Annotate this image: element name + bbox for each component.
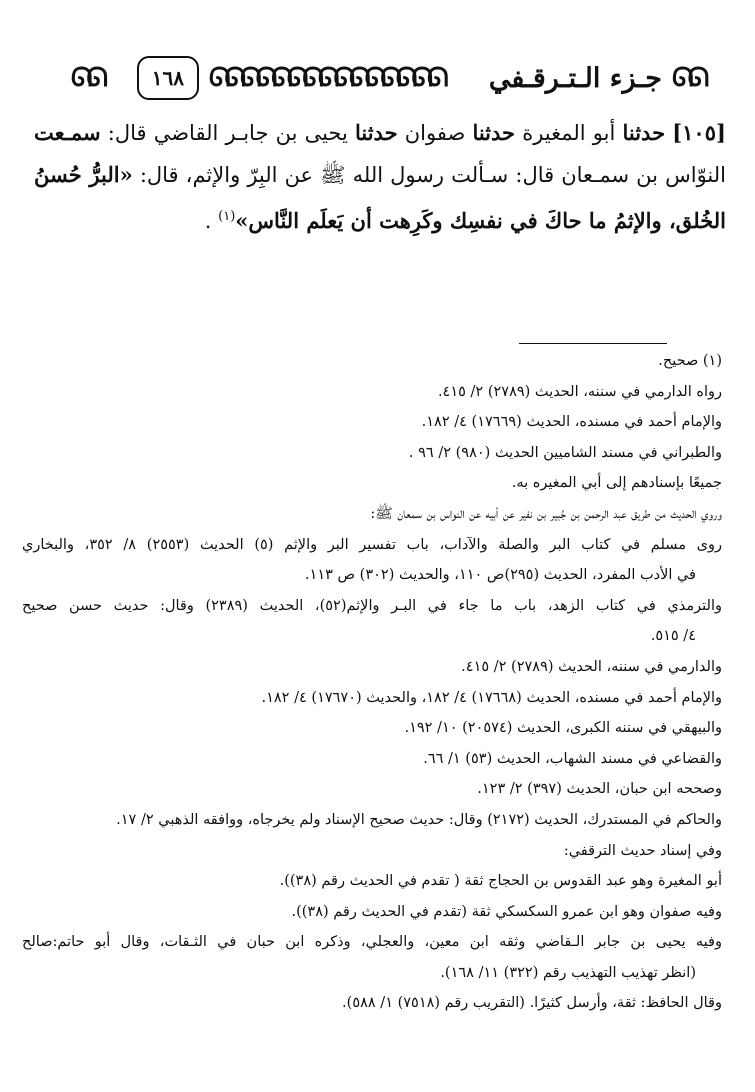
footnote-line: وصححه ابن حبان، الحديث (٣٩٧) ٢/ ١٢٣. [477, 781, 722, 798]
page-number: ١٦٨ [137, 56, 199, 100]
running-title: جـزء الـتـرقـفي [488, 62, 662, 94]
ornament-right: ᘏᘏ [672, 62, 704, 93]
footnote-line: والطبراني في مسند الشاميين الحديث (٩٨٠) ٢/ ٩٦ . [408, 444, 722, 461]
narrator: صفوان [404, 121, 466, 145]
footnote-line: وفيه يحيى بن جابر الـقاضي وثقه ابن معين، والعجلي، وذكره ابن حبان في الثـقات، وقال أبو حاتم:صالح [22, 934, 722, 951]
footnote-reference: (١) [218, 209, 236, 224]
footnote-line: والإمام أحمد في مسنده، الحديث (١٧٦٦٩) ٤/ ١٨٢. [421, 414, 722, 431]
narrator: يحيى بن جابـر القاضي قال: [107, 121, 348, 145]
footnote-line: والقضاعي في مسند الشهاب، الحديث (٥٣) ١/ ٦٦. [423, 750, 722, 767]
footnote-line: وفيه صفوان وهو ابن عمرو السكسكي ثقة (تقدم في الحديث رقم (٣٨)). [291, 903, 722, 920]
footnote-line: (١) صحيح. [658, 353, 722, 369]
hadith-end-mark: . [204, 209, 212, 233]
ornament-middle: ᘏᘏᘏᘏᘏᘏᘏᘏᘏᘏᘏᘏᘏᘏᘏ [208, 62, 443, 93]
footnotes [22, 346, 722, 1019]
footnote-separator [519, 343, 667, 344]
footnote-line: وفي إسناد حديث الترقفي: [563, 842, 722, 859]
hadith-isnad-end: النوّاس بن سمـعان قال: سـألت رسول الله ﷺ عن البِرّ والإثم، قال: [139, 163, 726, 187]
page-header [22, 56, 734, 100]
footnote-line: (انظر تهذيب التهذيب رقم (٣٢٢) ١١/ ١٦٨). [440, 964, 696, 981]
hadith-matn: «البرُّ حُسنُ الخُلق، والإثمُ ما حاكَ في نفسِك وكَرِهت أن يَعلَم النَّاس» [34, 162, 726, 233]
keyword-haddathana: حدثنا [354, 120, 398, 145]
footnote-line: في الأدب المفرد، الحديث (٢٩٥)ص ١١٠، والحديث (٣٠٢) ص ١١٣. [304, 567, 696, 584]
keyword-samiat: سمـعت [34, 120, 101, 145]
footnote-line: وروي الحديث من طريق عبد الرحمن بن جُبير بن نفير عن أبيه عن النواس بن سمعان ﷺ: [370, 505, 722, 522]
footnote-line: والدارمي في سننه، الحديث (٢٧٨٩) ٢/ ٤١٥. [461, 658, 722, 675]
keyword-haddathana: حدثنا [472, 120, 516, 145]
footnote-line: وقال الحافظ: ثقة، وأرسل كثيرًا. (التقريب رقم (٧٥١٨) ١/ ٥٨٨). [342, 995, 722, 1012]
footnote-line: والحاكم في المستدرك، الحديث (٢١٧٢) وقال: حديث صحيح الإسناد ولم يخرجاه، ووافقه الذهبي ٢/ ١٧. [116, 811, 722, 828]
footnote-line: جميعًا بإسنادهم إلى أبي المغيره به. [511, 475, 722, 492]
hadith-number: [١٠٥] [672, 120, 726, 145]
footnote-line: والترمذي في كتاب الزهد، باب ما جاء في البـر والإثم(٥٢)، الحديث (٢٣٨٩) وقال: حديث حسن صحيح [22, 597, 722, 614]
footnote-line: روى مسلم في كتاب البر والصلة والآداب، باب تفسير البر والإثم (٥) الحديث (٢٥٥٣) ٨/ ٣٥٢، والبخاري [22, 536, 722, 553]
hadith-text [34, 112, 726, 242]
footnote-line: والبيهقي في سننه الكبرى، الحديث (٢٠٥٧٤) ١٠/ ١٩٢. [404, 720, 722, 737]
ornament-left: ᘏᘏ [70, 62, 102, 93]
footnote-line: ٤/ ٥١٥. [650, 628, 696, 645]
keyword-haddathana: حدثنا [622, 120, 666, 145]
footnote-line: أبو المغيرة وهو عبد القدوس بن الحجاج ثقة ( تقدم في الحديث رقم (٣٨)). [279, 873, 722, 890]
footnote-line: والإمام أحمد في مسنده، الحديث (١٧٦٦٨) ٤/ ١٨٢، والحديث (١٧٦٧٠) ٤/ ١٨٢. [261, 689, 722, 706]
footnote-line: رواه الدارمي في سننه، الحديث (٢٧٨٩) ٢/ ٤١٥. [437, 383, 722, 400]
narrator: أبو المغيرة [522, 121, 616, 145]
